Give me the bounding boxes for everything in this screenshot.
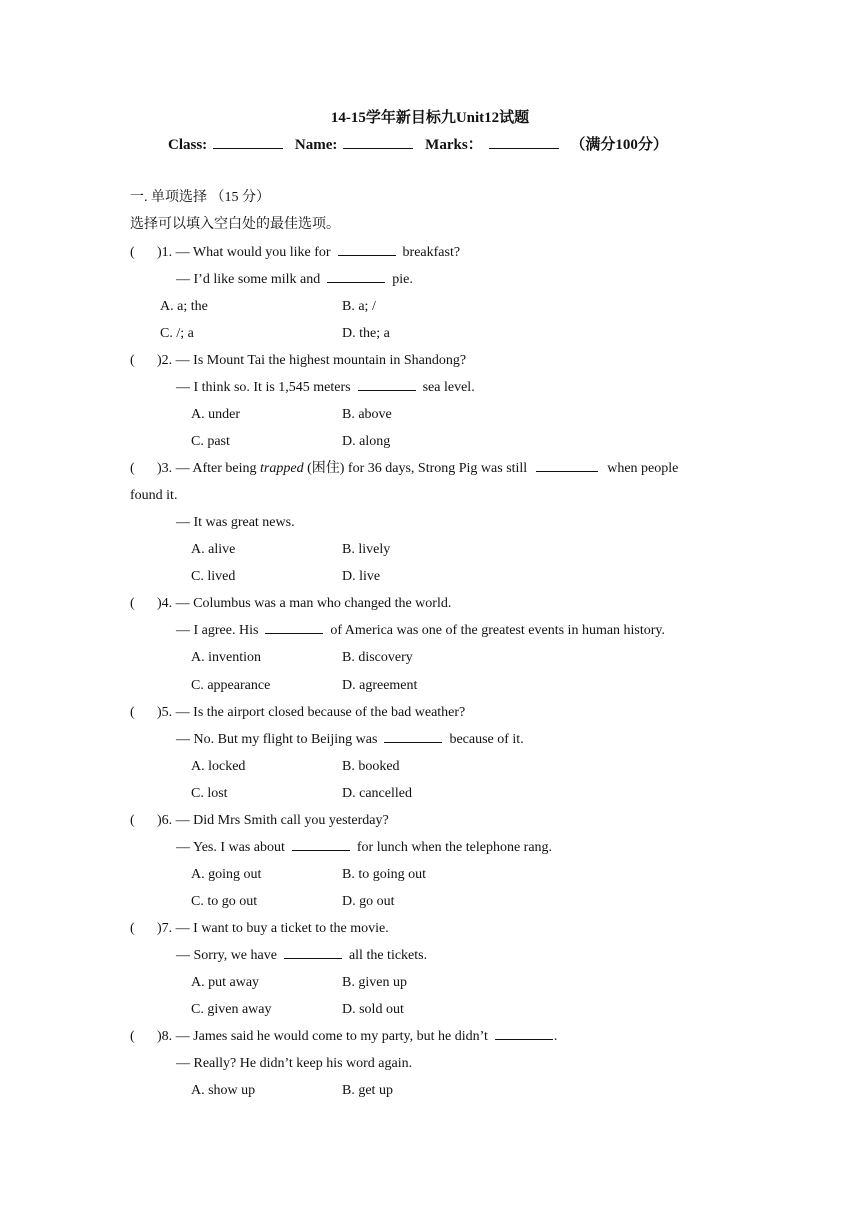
question-7-answer: — Sorry, we have all the tickets. [176,948,428,963]
option-4b[interactable]: B. discovery [342,650,413,665]
question-7-prompt: )7. — I want to buy a ticket to the movie. [157,921,389,936]
question-6-answer: — Yes. I was about for lunch when the telephone rang. [176,840,553,855]
question-8-prompt: )8. — James said he would come to my party, but he didn’t . [157,1029,558,1044]
name-label: Name: [294,137,338,153]
option-8b[interactable]: B. get up [342,1083,393,1098]
option-6c[interactable]: C. to go out [191,894,258,909]
option-3b[interactable]: B. lively [342,542,391,557]
blank-4[interactable] [265,622,323,634]
blank-3[interactable] [536,460,598,472]
answer-paren-2[interactable]: ( [130,353,135,368]
option-7b[interactable]: B. given up [342,975,407,990]
page-title: 14-15学年新目标九Unit12试题 [330,110,530,126]
blank-1a[interactable] [338,244,396,256]
option-2a[interactable]: A. under [191,407,240,422]
answer-paren-4[interactable]: ( [130,596,135,611]
option-7c[interactable]: C. given away [191,1002,272,1017]
class-label: Class: [168,137,208,153]
option-5d[interactable]: D. cancelled [342,786,412,801]
option-7d[interactable]: D. sold out [342,1002,404,1017]
answer-paren-3[interactable]: ( [130,461,135,476]
option-3c[interactable]: C. lived [191,569,236,584]
section-instruction: 选择可以填入空白处的最佳选项。 [130,217,340,232]
full-marks-note: （满分100分） [570,137,668,153]
option-6b[interactable]: B. to going out [342,867,427,882]
option-2d[interactable]: D. along [342,434,391,449]
blank-7[interactable] [284,947,342,959]
blank-6[interactable] [292,839,350,851]
option-3d[interactable]: D. live [342,569,381,584]
answer-paren-6[interactable]: ( [130,813,135,828]
blank-1b[interactable] [327,271,385,283]
option-6d[interactable]: D. go out [342,894,395,909]
answer-paren-5[interactable]: ( [130,705,135,720]
question-1-answer: — I’d like some milk and pie. [176,272,413,287]
question-4-answer: — I agree. His of America was one of the greatest events in human history. [176,623,666,638]
option-2b[interactable]: B. above [342,407,392,422]
section-heading: 一. 单项选择 （15 分） [130,190,270,205]
option-1b[interactable]: B. a; / [342,299,376,314]
option-5a[interactable]: A. locked [191,759,246,774]
option-1c[interactable]: C. /; a [160,326,194,341]
option-4c[interactable]: C. appearance [191,678,271,693]
question-2-prompt: )2. — Is Mount Tai the highest mountain in Shandong? [157,353,467,368]
option-1a[interactable]: A. a; the [160,299,208,314]
answer-paren-8[interactable]: ( [130,1029,135,1044]
question-2-answer: — I think so. It is 1,545 meters sea level. [176,380,475,395]
question-3-prompt-wrap: found it. [130,488,178,503]
class-blank[interactable] [213,136,283,149]
question-5-answer: — No. But my flight to Beijing was because of it. [176,732,524,747]
option-3a[interactable]: A. alive [191,542,236,557]
option-8a[interactable]: A. show up [191,1083,256,1098]
marks-label: Marks： [425,137,483,153]
option-4d[interactable]: D. agreement [342,678,418,693]
blank-8[interactable] [495,1028,553,1040]
question-3-answer: — It was great news. [176,515,295,530]
question-1-prompt: )1. — What would you like for breakfast? [157,245,461,260]
name-blank[interactable] [343,136,413,149]
question-8-answer: — Really? He didn’t keep his word again. [176,1056,413,1071]
option-6a[interactable]: A. going out [191,867,262,882]
option-5c[interactable]: C. lost [191,786,228,801]
option-1d[interactable]: D. the; a [342,326,390,341]
question-4-prompt: )4. — Columbus was a man who changed the world. [157,596,452,611]
answer-paren-1[interactable]: ( [130,245,135,260]
question-3-prompt: )3. — After being trapped (困住) for 36 days, Strong Pig was still when people [157,461,679,476]
marks-blank[interactable] [489,136,559,149]
option-5b[interactable]: B. booked [342,759,400,774]
blank-5[interactable] [384,731,442,743]
blank-2[interactable] [358,379,416,391]
question-6-prompt: )6. — Did Mrs Smith call you yesterday? [157,813,389,828]
question-5-prompt: )5. — Is the airport closed because of the bad weather? [157,705,466,720]
option-2c[interactable]: C. past [191,434,230,449]
option-7a[interactable]: A. put away [191,975,260,990]
student-info-header [168,136,668,154]
answer-paren-7[interactable]: ( [130,921,135,936]
option-4a[interactable]: A. invention [191,650,261,665]
